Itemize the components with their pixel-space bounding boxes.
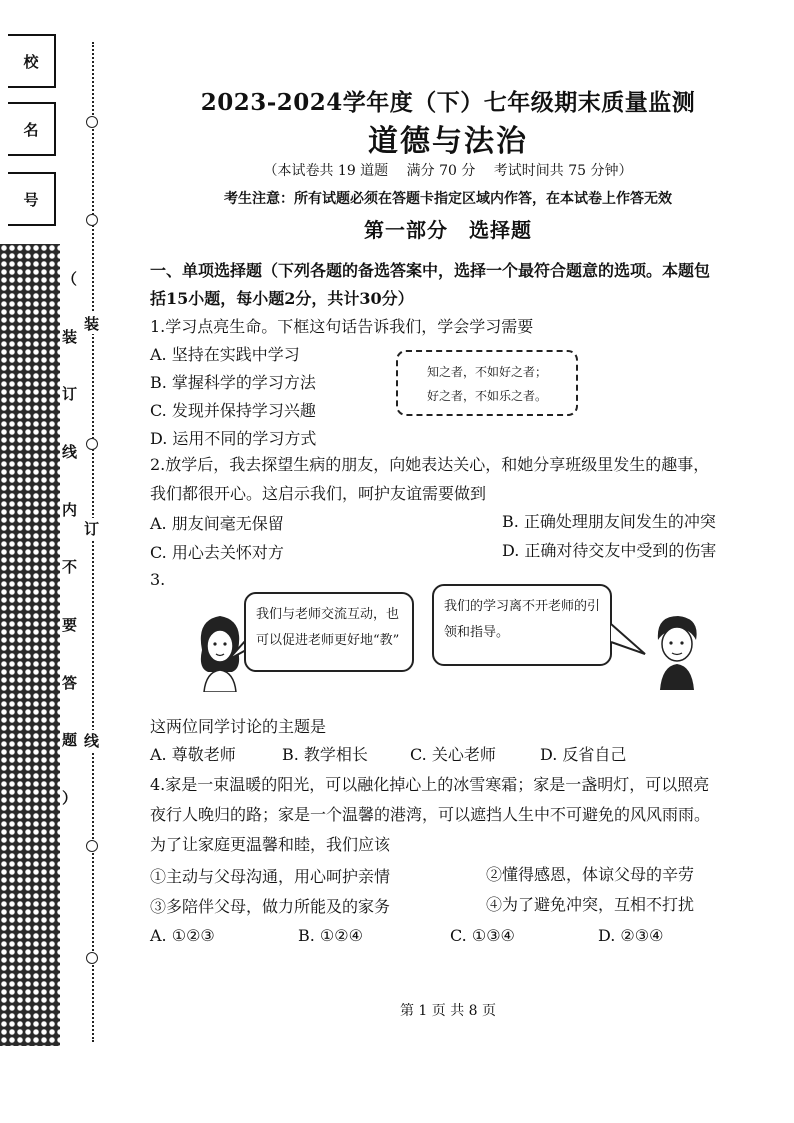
binding-inner-char: 装	[84, 315, 100, 333]
q1-option-b: B. 掌握科学的学习方法	[150, 373, 316, 392]
q1-option-d: D. 运用不同的学习方式	[150, 429, 317, 448]
q1-option-a: A. 坚持在实践中学习	[150, 345, 300, 364]
q1-quote-box	[396, 350, 578, 416]
binding-hole	[86, 116, 98, 128]
q3-stem: 这两位同学讨论的主题是	[150, 717, 327, 736]
q4-stem: 夜行人晚归的路；家是一个温馨的港湾，可以遮挡人生中不可避免的风风雨雨。	[150, 805, 711, 824]
left-speech-bubble	[244, 592, 414, 672]
binding-char: 内	[62, 500, 78, 519]
q1-option-c: C. 发现并保持学习兴趣	[150, 401, 316, 420]
q4-item-3: ③多陪伴父母，做力所能及的家务	[150, 897, 391, 916]
binding-char: 不	[62, 558, 78, 577]
q2-option-d: D. 正确对待交友中受到的伤害	[502, 541, 717, 560]
left-bubble-text: 我们与老师交流互动，也可以促进老师更好地“教”	[256, 607, 400, 648]
q3-option-b: B. 教学相长	[282, 745, 368, 764]
q4-item-1: ①主动与父母沟通，用心呵护亲情	[150, 867, 391, 886]
q1-stem: 1.学习点亮生命。下框这句话告诉我们，学会学习需要	[150, 317, 534, 336]
right-bubble-text: 我们的学习离不开老师的引领和指导。	[444, 599, 601, 640]
section-intro: 一、单项选择题（下列各题的备选答案中，选择一个最符合题意的选项。本题包	[150, 261, 711, 280]
binding-char: 要	[62, 615, 78, 634]
q4-item-2: ②懂得感恩，体谅父母的辛劳	[486, 865, 695, 884]
binding-char: 订	[62, 385, 78, 404]
q4-stem: 为了让家庭更温馨和睦，我们应该	[150, 835, 391, 854]
q4-stem: 4.家是一束温暖的阳光，可以融化掉心上的冰雪寒霜；家是一盏明灯，可以照亮	[150, 775, 710, 794]
q2-stem: 2.放学后，我去探望生病的朋友，向她表达关心，和她分享班级里发生的趣事，	[150, 455, 710, 474]
q3-option-d: D. 反省自己	[540, 745, 627, 764]
q4-option-b: B. ①②④	[298, 926, 363, 945]
q1-quote-line: 知之者，不如好之者；	[426, 365, 547, 379]
number-label: 号	[23, 190, 39, 209]
binding-warning-column	[62, 268, 77, 808]
q3-option-a: A. 尊敬老师	[150, 745, 236, 764]
q2-option-c: C. 用心去关怀对方	[150, 543, 284, 562]
q4-item-4: ④为了避免冲突，互相不打扰	[486, 895, 695, 914]
binding-hole	[86, 214, 98, 226]
q2-option-a: A. 朋友间毫无保留	[150, 514, 284, 533]
q1-quote-line: 好之者，不如乐之者。	[426, 389, 547, 403]
binding-char: 线	[62, 442, 78, 461]
binding-dashed-line	[92, 42, 94, 1042]
boy-figure	[650, 610, 704, 690]
page-number: 第 1 页 共 8 页	[399, 1003, 497, 1019]
binding-char: （	[62, 270, 78, 288]
exam-notice: 考生注意：所有试题必须在答题卡指定区域内作答，在本试卷上作答无效	[224, 191, 672, 207]
binding-hole	[86, 952, 98, 964]
binding-char: ）	[62, 788, 78, 807]
name-label: 名	[23, 120, 39, 139]
q4-option-a: A. ①②③	[150, 926, 215, 945]
binding-inner-char: 线	[84, 732, 100, 750]
school-label: 校	[23, 52, 39, 71]
binding-dot-pattern	[0, 244, 60, 1046]
binding-hole	[86, 438, 98, 450]
binding-hole	[86, 840, 98, 852]
number-label-box	[8, 172, 56, 226]
school-label-box	[8, 34, 56, 88]
right-bubble-tail	[609, 620, 649, 660]
q3-option-c: C. 关心老师	[410, 745, 496, 764]
q4-option-d: D. ②③④	[598, 926, 664, 945]
section-intro: 括15小题，每小题2分，共计30分）	[150, 289, 414, 308]
q3-number: 3.	[150, 570, 166, 589]
exam-info: （本试卷共 19 道题 满分 70 分 考试时间共 75 分钟）	[263, 163, 633, 179]
exam-title: 2023-2024学年度（下）七年级期末质量监测	[200, 89, 696, 116]
q4-option-c: C. ①③④	[450, 926, 515, 945]
binding-char: 题	[62, 731, 78, 750]
binding-inner-char: 订	[84, 520, 100, 538]
name-label-box	[8, 102, 56, 156]
right-speech-bubble	[432, 584, 612, 666]
binding-char: 装	[62, 327, 78, 346]
part-heading: 第一部分 选择题	[364, 218, 532, 242]
q2-option-b: B. 正确处理朋友间发生的冲突	[502, 512, 716, 531]
binding-char: 答	[62, 673, 78, 692]
q2-stem: 我们都很开心。这启示我们，呵护友谊需要做到	[150, 484, 487, 503]
subject-title: 道德与法治	[368, 124, 528, 159]
